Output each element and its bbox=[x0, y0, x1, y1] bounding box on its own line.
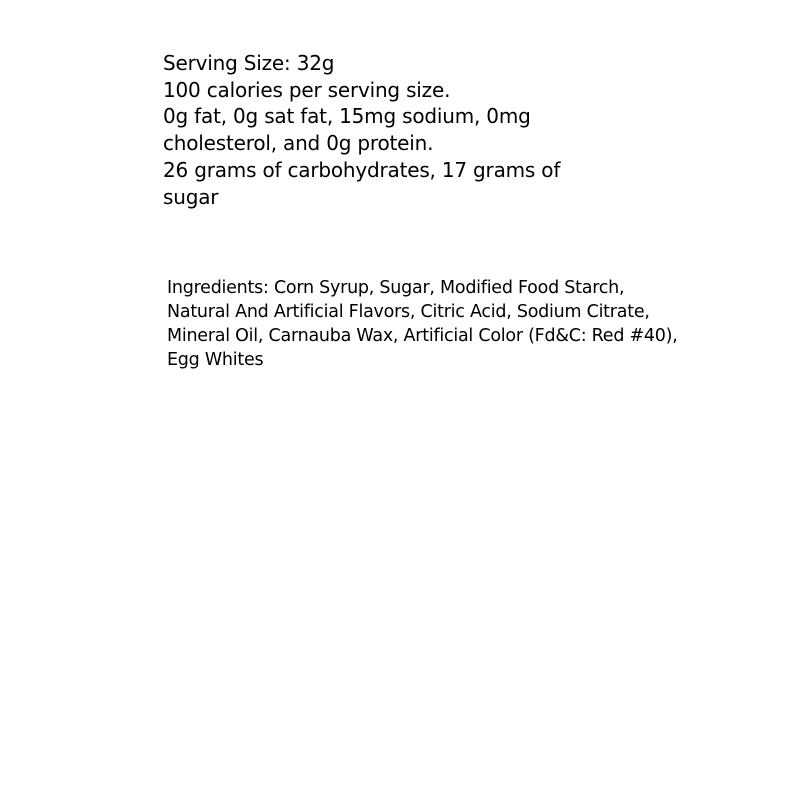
ingredients-line: Natural And Artificial Flavors, Citric Acid, Sodium Citrate, bbox=[167, 302, 650, 322]
ingredients-line: Ingredients: Corn Syrup, Sugar, Modified Food Starch, bbox=[167, 278, 625, 298]
cholesterol-protein-text: cholesterol, and 0g protein. bbox=[163, 131, 434, 156]
sugar-text: sugar bbox=[163, 184, 219, 209]
serving-size-text: Serving Size: 32g bbox=[163, 51, 335, 75]
carbohydrates-text: 26 grams of carbohydrates, 17 grams of bbox=[163, 157, 561, 182]
ingredients-line: Mineral Oil, Carnauba Wax, Artificial Color (Fd&C: Red #40), bbox=[167, 326, 678, 346]
nutrition-facts-block bbox=[163, 50, 633, 210]
ingredients-block bbox=[167, 276, 787, 372]
ingredients-line: Egg Whites bbox=[167, 350, 264, 370]
calories-text: 100 calories per serving size. bbox=[163, 77, 451, 102]
fat-sodium-text: 0g fat, 0g sat fat, 15mg sodium, 0mg bbox=[163, 104, 531, 129]
